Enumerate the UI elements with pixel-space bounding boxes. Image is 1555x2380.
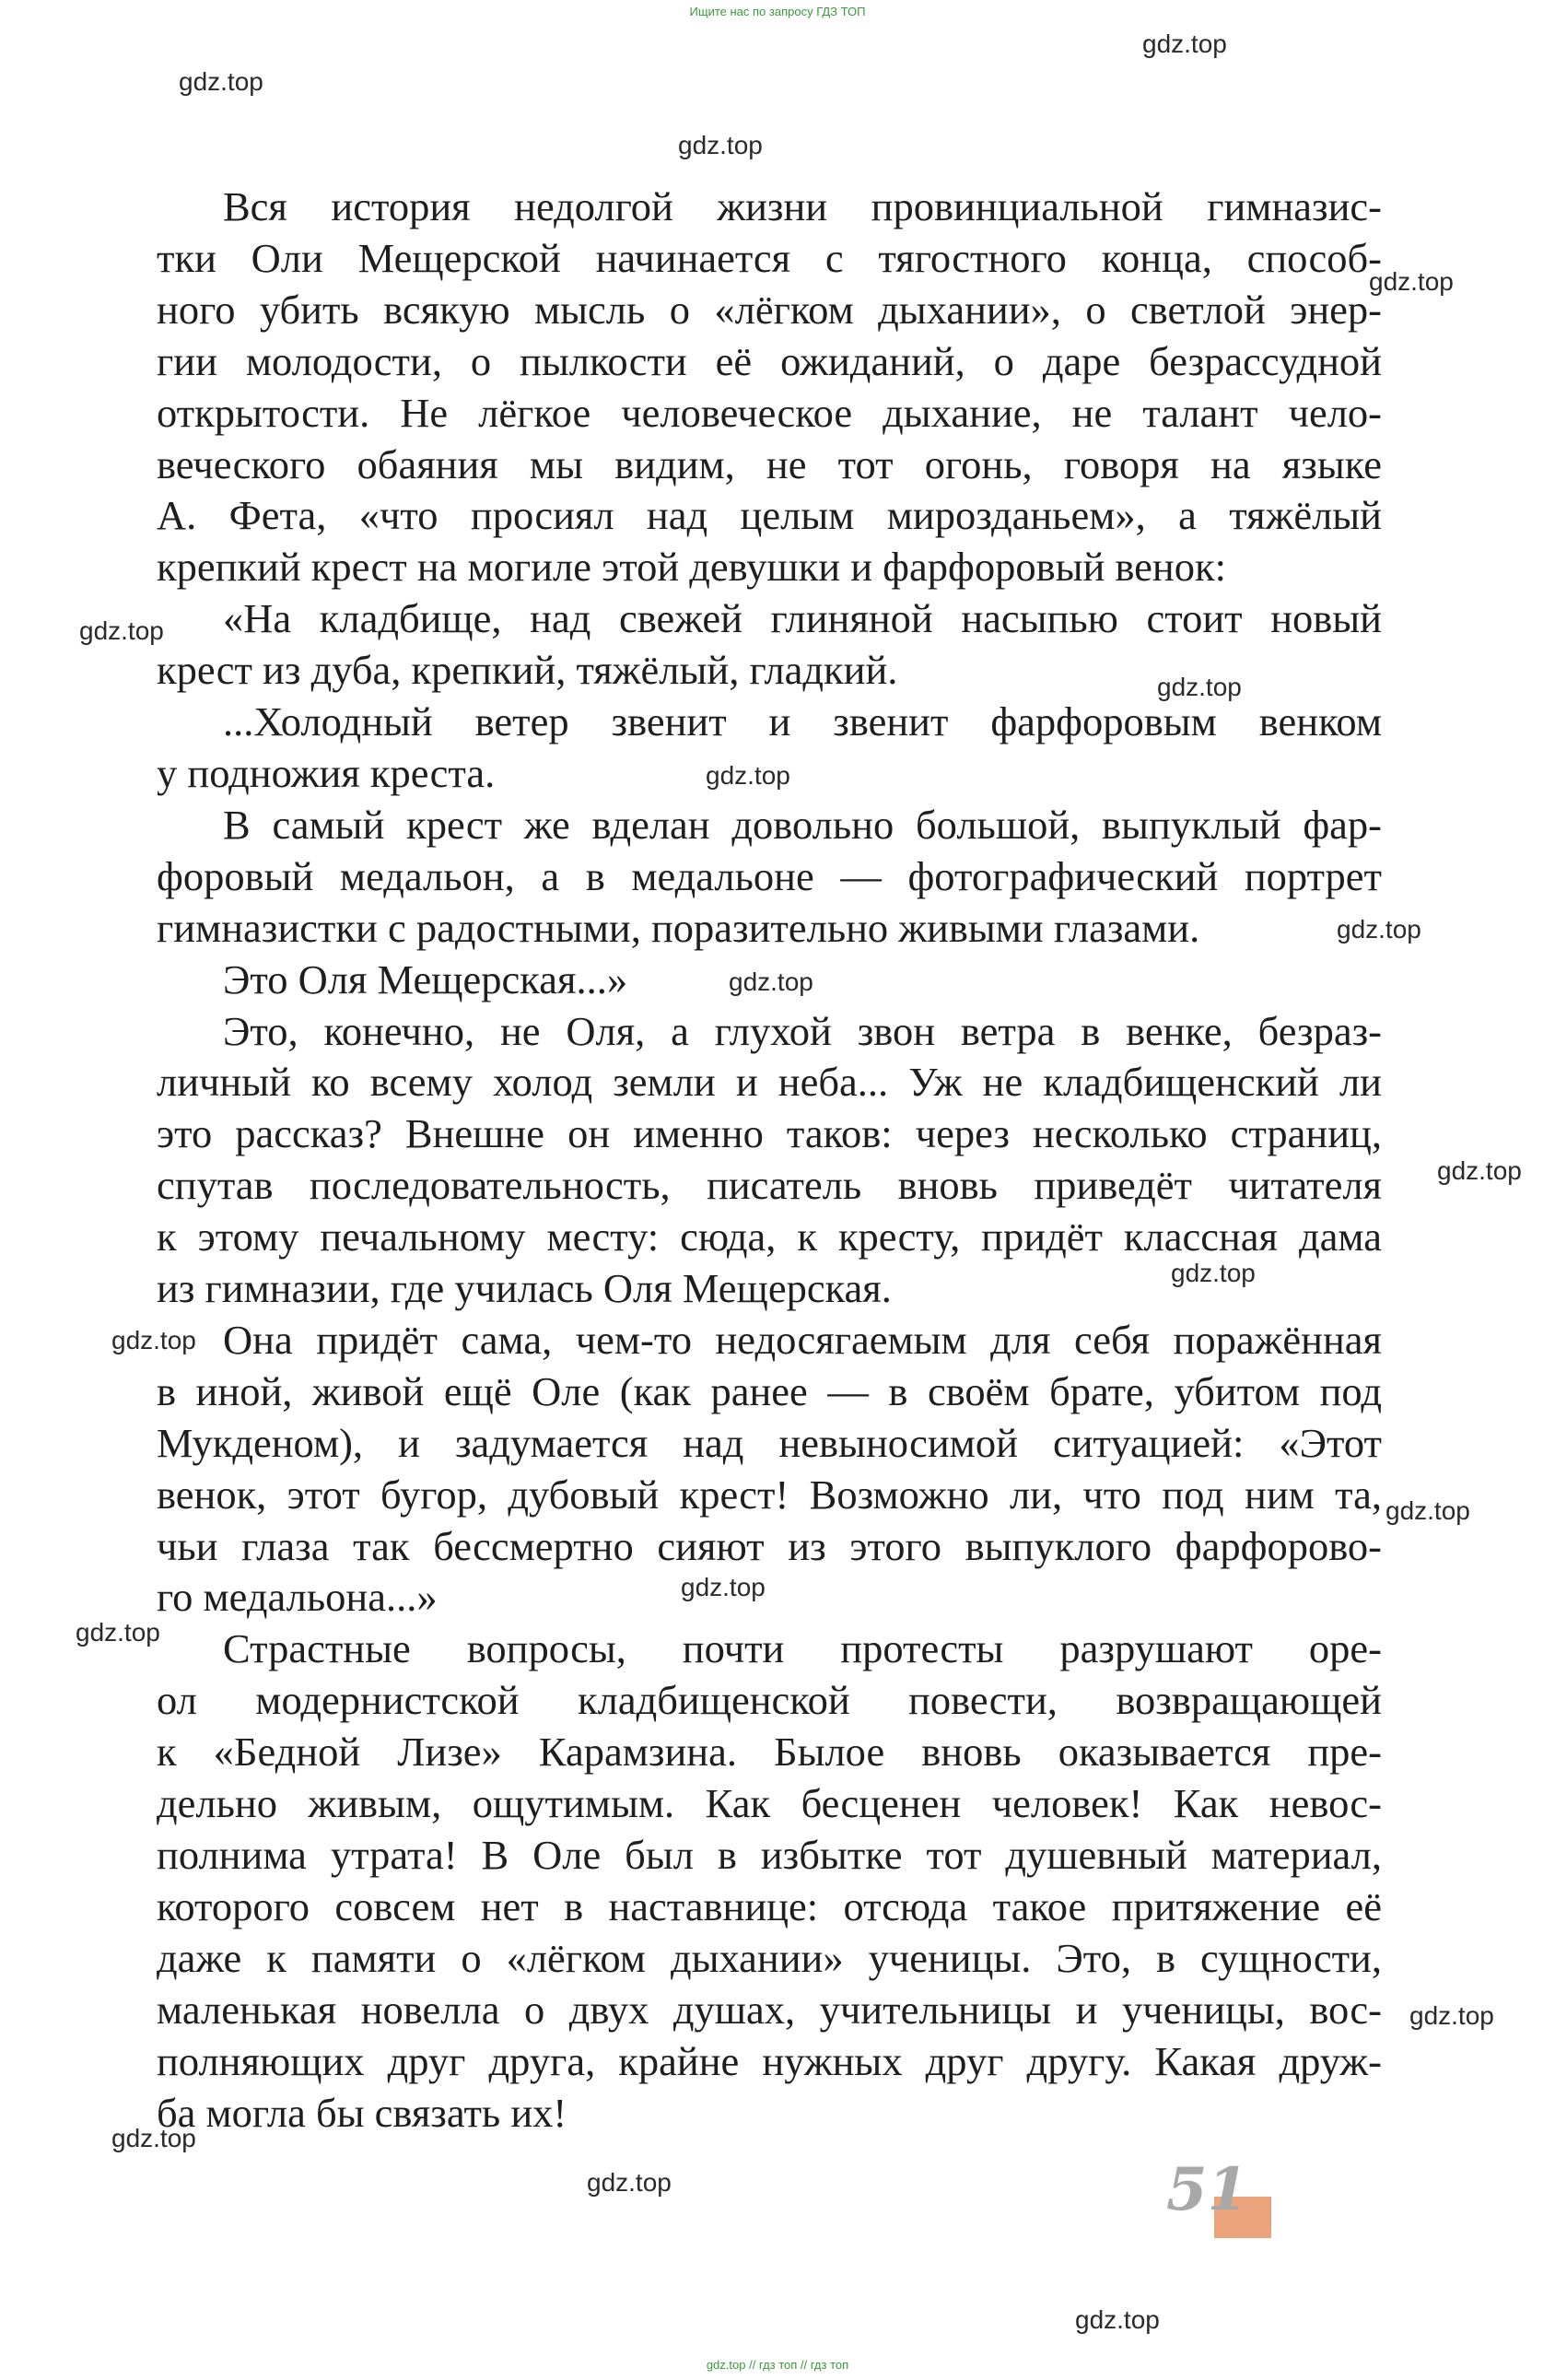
text-line: гимназистки с радостными, поразительно живыми глазами. [157,904,1200,951]
watermark: gdz.top [729,967,813,996]
text-line: Это Оля Мещерская...» [223,956,628,1002]
text-line: личный ко всему холод земли и неба... Уж не кладбищенский ли [157,1059,1382,1106]
text-line: Вся история недолгой жизни провинциальной гимназис- [223,183,1382,229]
text-line: В самый крест же вделан довольно большой, выпуклый фар- [223,801,1382,848]
watermark: gdz.top [706,761,790,790]
watermark: gdz.top [1437,1156,1522,1185]
text-line: А. Фета, «что просиял над целым мирозданьем», а тяжёлый [157,492,1382,539]
watermark: gdz.top [111,1326,196,1354]
text-line: из гимназии, где училась Оля Мещерская. [157,1265,892,1312]
text-line: веческого обаяния мы видим, не тот огонь, говоря на языке [157,440,1382,487]
text-line: это рассказ? Внешне он именно таков: через несколько страниц, [157,1110,1382,1157]
text-line: к «Бедной Лизе» Карамзина. Былое вновь оказывается пре- [157,1729,1382,1776]
text-line: ного убить всякую мысль о «лёгком дыхании», о светлой энер- [157,286,1382,333]
text-line: чьи глаза так бессмертно сияют из этого выпуклого фарфорово- [157,1522,1382,1569]
text-line: Страстные вопросы, почти протесты разрушают оре- [223,1625,1382,1672]
text-line: дельно живым, ощутимым. Как бесценен человек! Как невос- [157,1780,1382,1827]
text-line: маленькая новелла о двух душах, учительницы и ученицы, вос- [157,1986,1382,2033]
watermark: gdz.top [76,1618,160,1647]
text-line: венок, этот бугор, дубовый крест! Возможно ли, что под ним та, [157,1471,1382,1518]
text-line: Мукденом), и задумается над невыносимой ситуацией: «Этот [157,1419,1382,1466]
text-line: открытости. Не лёгкое человеческое дыхание, не талант чело- [157,389,1382,436]
text-line: ...Холодный ветер звенит и звенит фарфоровым венком [223,698,1382,745]
text-line: полняющих друг друга, крайне нужных друг другу. Какая друж- [157,2037,1382,2084]
watermark: gdz.top [587,2168,672,2197]
watermark: gdz.top [111,2124,196,2152]
top-banner: Ищите нас по запросу ГДЗ ТОП [689,5,866,18]
text-line: в иной, живой ещё Оле (как ранее — в своём брате, убитом под [157,1367,1382,1414]
footer: gdz.top // гдз топ // гдз топ [706,2358,849,2372]
page-number: 51 [1166,2155,1249,2224]
watermark: gdz.top [1142,29,1227,58]
text-line: которого совсем нет в наставнице: отсюда такое притяжение её [157,1882,1382,1929]
watermark: gdz.top [1075,2305,1160,2334]
watermark: gdz.top [179,67,263,96]
watermark: gdz.top [1157,673,1242,701]
text-line: тки Оли Мещерской начинается с тягостного конца, способ- [157,234,1382,281]
text-line: ба могла бы связать их! [157,2089,567,2136]
text-line: ол модернистской кладбищенской повести, возвращающей [157,1677,1382,1724]
watermark: gdz.top [678,131,763,159]
watermark: gdz.top [1171,1259,1256,1287]
watermark: gdz.top [681,1573,766,1601]
text-line: «На кладбище, над свежей глиняной насыпью стоит новый [223,595,1382,642]
text-line: к этому печальному месту: сюда, к кресту, придёт классная дама [157,1213,1382,1260]
text-line: крест из дуба, крепкий, тяжёлый, гладкий. [157,647,898,694]
text-line: Она придёт сама, чем-то недосягаемым для себя поражённая [223,1316,1382,1363]
watermark: gdz.top [1369,267,1454,296]
watermark: gdz.top [1385,1496,1470,1525]
text-line: крепкий крест на могиле этой девушки и фарфоровый венок: [157,544,1226,591]
watermark: gdz.top [79,616,164,645]
text-line: спутав последовательность, писатель вновь приведёт читателя [157,1162,1382,1209]
text-line: полнима утрата! В Оле был в избытке тот душевный материал, [157,1832,1382,1878]
text-line: у подножия креста. [157,749,496,796]
watermark: gdz.top [1409,2001,1494,2030]
text-line: форовый медальон, а в медальоне — фотографический портрет [157,852,1382,899]
text-line: гии молодости, о пылкости её ожиданий, о даре безрассудной [157,337,1382,384]
body-text [157,182,1382,2139]
text-line: даже к памяти о «лёгком дыхании» ученицы. Это, в сущности, [157,1934,1382,1981]
text-line: Это, конечно, не Оля, а глухой звон ветра в венке, безраз- [223,1007,1382,1054]
text-line: го медальона...» [157,1574,438,1621]
watermark: gdz.top [1337,915,1421,944]
